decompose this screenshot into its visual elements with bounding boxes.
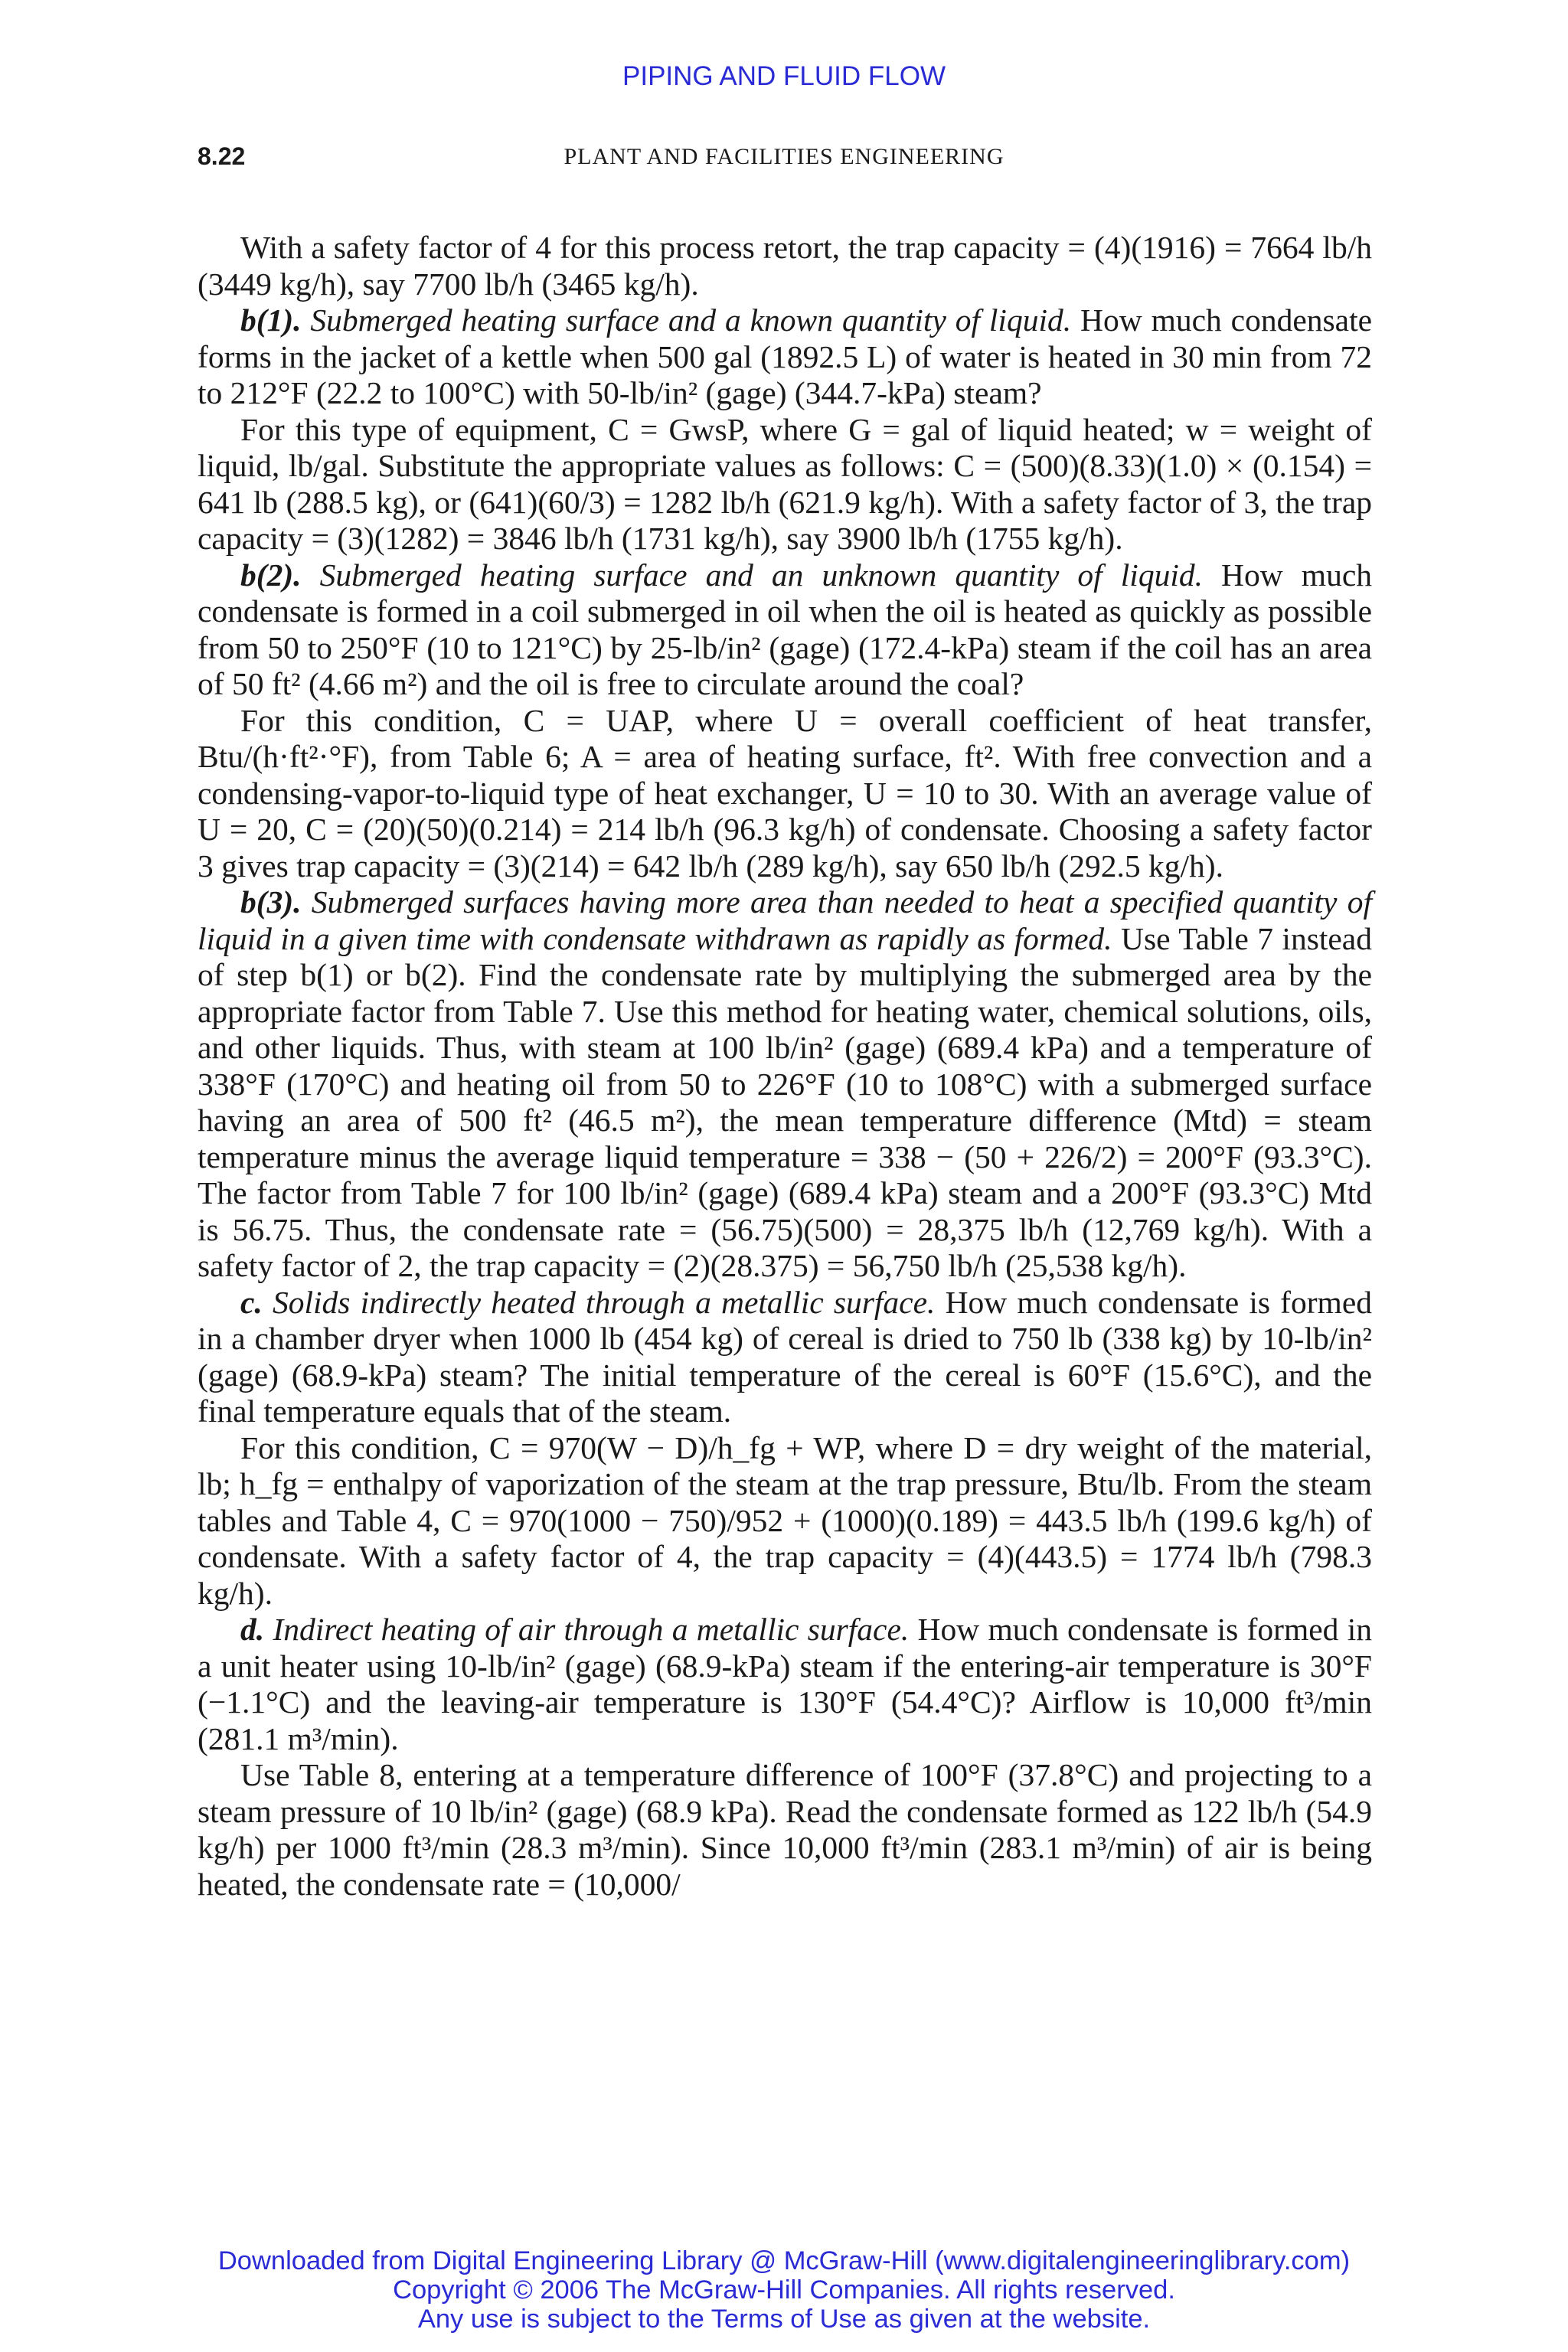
section-text: How much condensate forms in the jacket of a kettle when 500 gal (1892.5 L) of water is heated in 30 min from 72 to 212°F (22.2 to 100°C) with 50-lb/in² (gage) (344.7-kPa) steam? <box>198 302 1373 410</box>
section-label: b(3). <box>240 884 302 920</box>
section-label: b(1). <box>240 302 302 338</box>
paragraph: Use Table 8, entering at a temperature difference of 100°F (37.8°C) and projecting to a steam pressure of 10 lb/in² (gage) (68.9 kPa). Read the condensate formed as 122 lb/h (54.9 kg/h) per 1000 ft³/min (28.3 m³/min). Since 10,000 ft³/min (283.1 m³/min) of air is being heated, the condensate rate = (10,000/ <box>198 1757 1372 1902</box>
section-heading: Submerged heating surface and an unknown quantity of liquid. <box>319 557 1203 593</box>
section-label: b(2). <box>240 557 302 593</box>
section-heading: Indirect heating of air through a metallic surface. <box>273 1612 910 1647</box>
section-text: Use Table 7 instead of step b(1) or b(2). Find the condensate rate by multiplying the submerged area by the appropriate factor from Table 7. Use this method for heating water, chemical solutions, oils, and other liquids. Thus, with steam at 100 lb/in² (gage) (689.4 kPa) and a temperature of 338°F (170°C) and heating oil from 50 to 226°F (10 to 108°C) with a submerged surface having an area of 500 ft² (46.5 m²), the mean temperature difference (Mtd) = steam temperature minus the average liquid temperature = 338 − (50 + 226/2) = 200°F (93.3°C). The factor from Table 7 for 100 lb/in² (gage) (689.4 kPa) steam and a 200°F (93.3°C) Mtd is 56.75. Thus, the condensate rate = (56.75)(500) = 28,375 lb/h (12,769 kg/h). With a safety factor of 2, the trap capacity = (2)(28.375) = 56,750 lb/h (25,538 kg/h). <box>198 920 1372 1283</box>
running-head: PIPING AND FLUID FLOW <box>622 61 946 91</box>
footer-line: Copyright © 2006 The McGraw-Hill Companies. All rights reserved. <box>393 2275 1175 2305</box>
footer-line[interactable]: Downloaded from Digital Engineering Library @ McGraw-Hill (www.digitalengineeringlibrary.com) <box>217 2246 1351 2275</box>
paragraph: For this condition, C = 970(W − D)/h_fg + WP, where D = dry weight of the material, lb; h_fg = enthalpy of vaporization of the steam at the trap pressure, Btu/lb. From the steam tables and Table 4, C = 970(1000 − 750)/952 + (1000)(0.189) = 443.5 lb/h (199.6 kg/h) of condensate. With a safety factor of 4, the trap capacity = (4)(443.5) = 1774 lb/h (798.3 kg/h). <box>198 1429 1372 1611</box>
paragraph: For this type of equipment, C = GwsP, where G = gal of liquid heated; w = weight of liquid, lb/gal. Substitute the appropriate values as follows: C = (500)(8.33)(1.0) × (0.154) = 641 lb (288.5 kg), or (641)(60/3) = 1282 lb/h (621.9 kg/h). With a safety factor of 3, the trap capacity = (3)(1282) = 3846 lb/h (1731 kg/h), say 3900 lb/h (1755 kg/h). <box>198 411 1372 556</box>
section-d <box>198 1612 1372 1757</box>
book-title: PLANT AND FACILITIES ENGINEERING <box>564 144 1004 169</box>
section-text: How much condensate is formed in a coil submerged in oil when the oil is heated as quickly as possible from 50 to 250°F (10 to 121°C) by 25-lb/in² (gage) (172.4-kPa) steam if the coil has an area of 50 ft² (4.66 m²) and the oil is free to circulate around the coal? <box>198 557 1372 701</box>
section-heading: Submerged surfaces having more area than needed to heat a specified quantity of liquid in a given time with condensate withdrawn as rapidly as formed. <box>198 884 1372 956</box>
section-heading: Submerged heating surface and a known quantity of liquid. <box>310 302 1072 338</box>
section-text: How much condensate is formed in a chamber dryer when 1000 lb (454 kg) of cereal is dried to 750 lb (338 kg) by 10-lb/in² (gage) (68.9-kPa) steam? The initial temperature of the cereal is 60°F (15.6°C), and the final temperature equals that of the steam. <box>198 1284 1373 1429</box>
section-b1 <box>198 302 1372 412</box>
paragraph: For this condition, C = UAP, where U = overall coefficient of heat transfer, Btu/(h·ft²·°F), from Table 6; A = area of heating surface, ft². With free convection and a condensing-vapor-to-liquid type of heat exchanger, U = 10 to 30. With an average value of U = 20, C = (20)(50)(0.214) = 214 lb/h (96.3 kg/h) of condensate. Choosing a safety factor 3 gives trap capacity = (3)(214) = 642 lb/h (289 kg/h), say 650 lb/h (292.5 kg/h). <box>198 702 1372 884</box>
section-heading: Solids indirectly heated through a metallic surface. <box>272 1284 936 1320</box>
page-number: 8.22 <box>198 142 246 170</box>
footer-line: Any use is subject to the Terms of Use as given at the website. <box>417 2305 1151 2334</box>
section-label: c. <box>240 1284 263 1320</box>
section-text: How much condensate is formed in a unit heater using 10-lb/in² (gage) (68.9-kPa) steam if the entering-air temperature is 30°F (−1.1°C) and the leaving-air temperature is 130°F (54.4°C)? Airflow is 10,000 ft³/min (281.1 m³/min). <box>198 1612 1372 1756</box>
download-notice <box>0 2246 1568 2334</box>
body-text <box>198 230 1372 1903</box>
section-b3 <box>198 884 1372 1285</box>
section-label: d. <box>240 1612 265 1647</box>
section-b2 <box>198 557 1372 703</box>
section-c <box>198 1285 1372 1430</box>
paragraph: With a safety factor of 4 for this process retort, the trap capacity = (4)(1916) = 7664 lb/h (3449 kg/h), say 7700 lb/h (3465 kg/h). <box>198 230 1372 302</box>
